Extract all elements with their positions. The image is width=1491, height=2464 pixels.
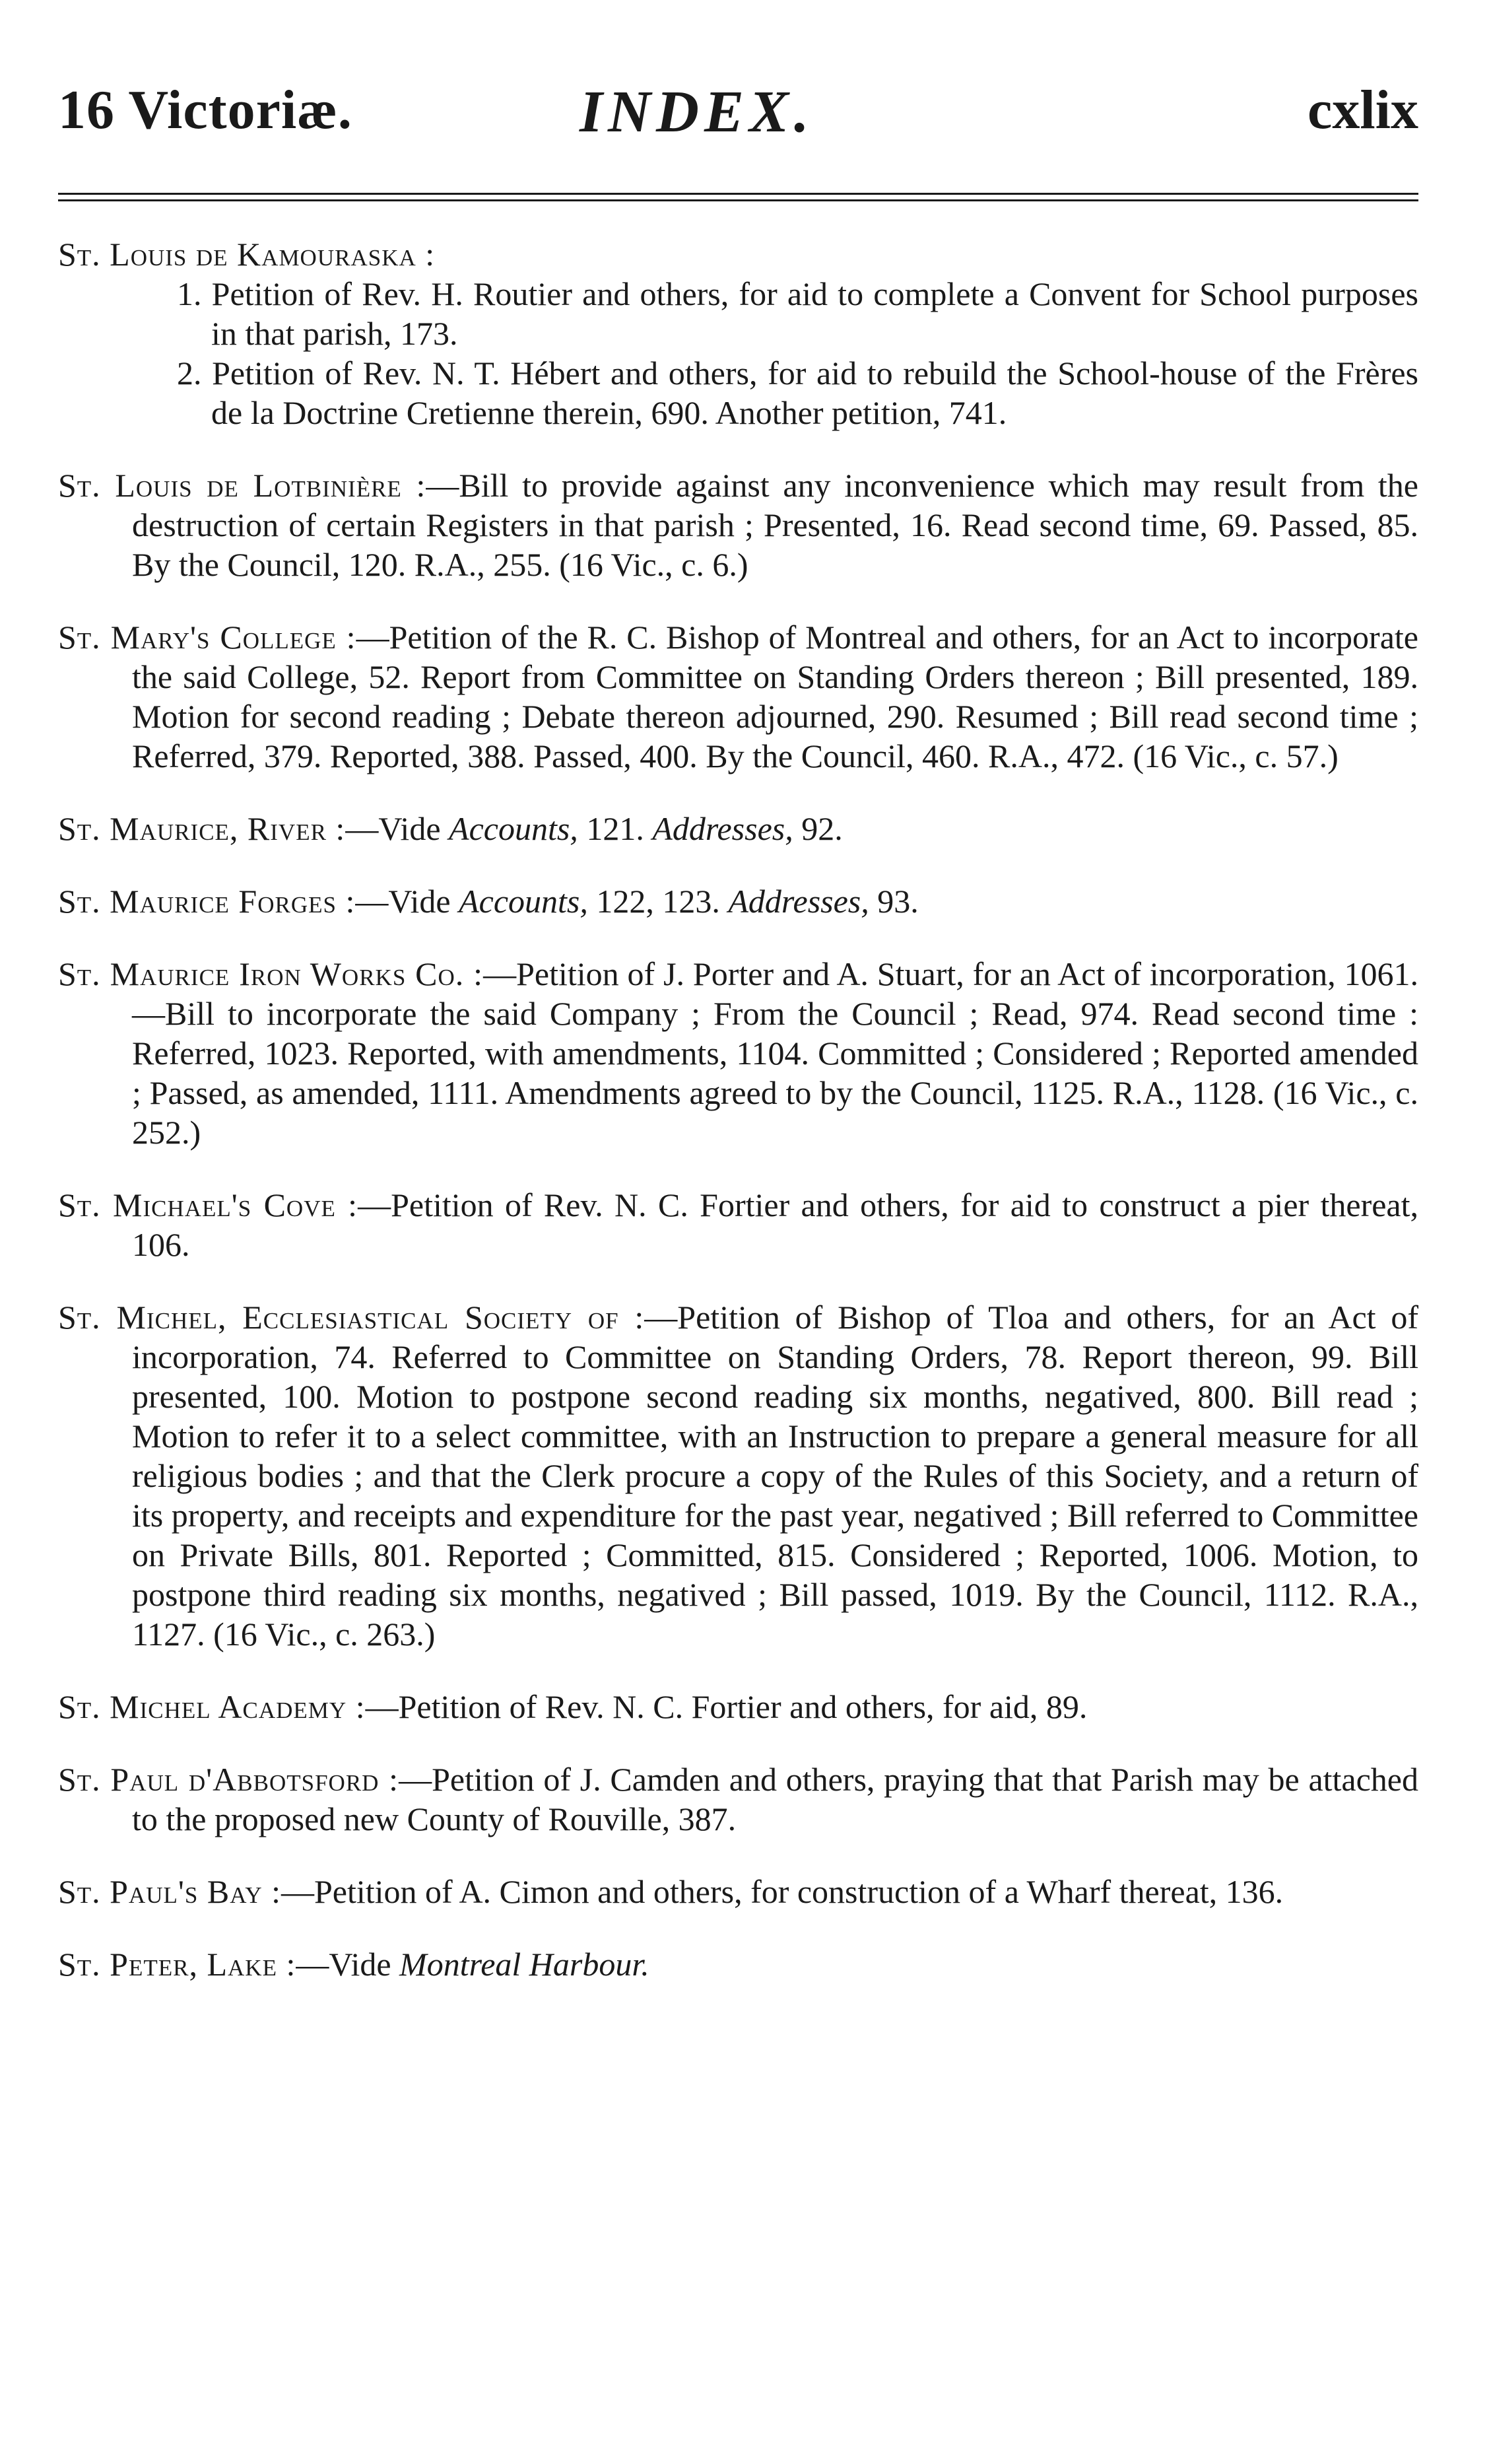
index-entry-st-paul-dabbotsford — [58, 1760, 1418, 1839]
entry-heading: St. Mary's College : — [58, 619, 356, 656]
cross-reference: Accounts, — [459, 883, 588, 920]
index-entry-st-maurice-forges — [58, 881, 1418, 921]
header-rule-bottom — [58, 199, 1418, 201]
entry-text: —Petition of the R. C. Bishop of Montreal and others, for an Act to incorporate the said College, 52. Report from Committee on Standing Orders thereon ; Bill presented, 189. Motion for second reading ; Debate thereon adjourned, 290. Resumed ; Bill read second time ; Referred, 379. Reported, 388. Passed, 400. By the Council, 460. R.A., 472. (16 Vic., c. 57.) — [132, 619, 1418, 774]
session-label: 16 Victoriæ. — [58, 79, 352, 141]
page-number: cxlix — [1308, 79, 1418, 141]
entry-text: —Petition of Bishop of Tloa and others, for an Act of incorporation, 74. Referred to Committee on Standing Orders, 78. Report thereon, 99. Bill presented, 100. Motion to postpone second reading six months, negatived, 800. Bill read ; Motion to refer it to a select committee, with an Instruction to prepare a general measure for all religious bodies ; and that the Clerk procure a copy of the Rules of this Society, and a return of its property, and receipts and expenditure for the past year, negatived ; Bill referred to Committee on Private Bills, 801. Reported ; Committed, 815. Considered ; Reported, 1006. Motion, to postpone third reading six months, negatived ; Bill passed, 1019. By the Council, 1112. R.A., 1127. (16 Vic., c. 263.) — [132, 1299, 1418, 1653]
cross-reference: Addresses, — [728, 883, 869, 920]
entry-heading: St. Maurice Forges : — [58, 883, 356, 920]
entry-text: 93. — [869, 883, 919, 920]
entry-text: —Vide — [345, 810, 449, 847]
entry-heading: St. Louis de Lotbinière : — [58, 467, 426, 504]
entry-text: —Bill to provide against any inconvenience which may result from the destruction of certain Registers in that parish ; Presented, 16. Read second time, 69. Passed, 85. By the Council, 120. R.A., 255. (16 Vic., c. 6.) — [132, 467, 1418, 583]
entry-heading: St. Louis de Kamouraska : — [58, 236, 436, 273]
index-entry-st-maurice-river — [58, 809, 1418, 848]
entry-heading: St. Paul d'Abbotsford : — [58, 1761, 399, 1798]
header-rule-top — [58, 193, 1418, 195]
entry-text: —Vide — [355, 883, 459, 920]
index-entry-st-marys-college — [58, 617, 1418, 776]
cross-reference: Accounts, — [449, 810, 578, 847]
index-entry-st-peter-lake — [58, 1944, 1418, 1984]
entry-text: —Petition of A. Cimon and others, for construction of a Wharf thereat, 136. — [281, 1873, 1284, 1910]
entry-text: —Petition of Rev. N. C. Fortier and others, for aid, 89. — [365, 1688, 1088, 1725]
entry-text: —Vide — [296, 1946, 400, 1983]
index-entry-st-louis-de-lotbiniere — [58, 465, 1418, 584]
entry-heading: St. Michael's Cove : — [58, 1186, 358, 1223]
entry-heading: St. Paul's Bay : — [58, 1873, 281, 1910]
cross-reference: Montreal Harbour. — [399, 1946, 649, 1983]
running-header — [58, 78, 1418, 157]
index-entry-st-michel-academy — [58, 1687, 1418, 1727]
index-entry-st-michel-ecclesiastical-society — [58, 1297, 1418, 1654]
entry-heading: St. Michel, Ecclesiastical Society of : — [58, 1299, 645, 1336]
entry-text: 121. — [578, 810, 653, 847]
entry-text: —Petition of J. Porter and A. Stuart, for an Act of incorporation, 1061.—Bill to incorporate the said Company ; From the Council ; Read, 974. Read second time : Referred, 1023. Reported, with amendments, 1104. Committed ; Considered ; Reported amended ; Passed, as amended, 1111. Amendments agreed to by the Council, 1125. R.A., 1128. (16 Vic., c. 252.) — [132, 955, 1419, 1151]
cross-reference: Addresses, — [652, 810, 793, 847]
sub-entry: 2. Petition of Rev. N. T. Hébert and others, for aid to rebuild the School-house of the Frères de la Doctrine Cretienne therein, 690. Another petition, 741. — [177, 355, 1418, 431]
entry-text: —Petition of J. Camden and others, praying that that Parish may be attached to the proposed new County of Rouville, 387. — [132, 1761, 1419, 1837]
entry-text: —Petition of Rev. N. C. Fortier and others, for aid to construct a pier thereat, 106. — [132, 1186, 1418, 1263]
index-entry-st-louis-de-kamouraska — [58, 234, 1418, 432]
sub-entry: 1. Petition of Rev. H. Routier and others, for aid to complete a Convent for School purposes in that parish, 173. — [177, 275, 1418, 352]
entry-text: 92. — [793, 810, 843, 847]
entry-heading: St. Michel Academy : — [58, 1688, 366, 1725]
index-entries — [58, 234, 1418, 2006]
entry-text: 122, 123. — [587, 883, 729, 920]
index-entry-st-michaels-cove — [58, 1185, 1418, 1264]
entry-heading: St. Maurice, River : — [58, 810, 346, 847]
entry-heading: St. Maurice Iron Works Co. : — [58, 955, 484, 992]
page-title: INDEX. — [580, 79, 814, 145]
index-entry-st-pauls-bay — [58, 1872, 1418, 1911]
sub-entry-list — [58, 274, 1418, 432]
index-entry-st-maurice-iron-works — [58, 954, 1418, 1152]
entry-heading: St. Peter, Lake : — [58, 1946, 296, 1983]
